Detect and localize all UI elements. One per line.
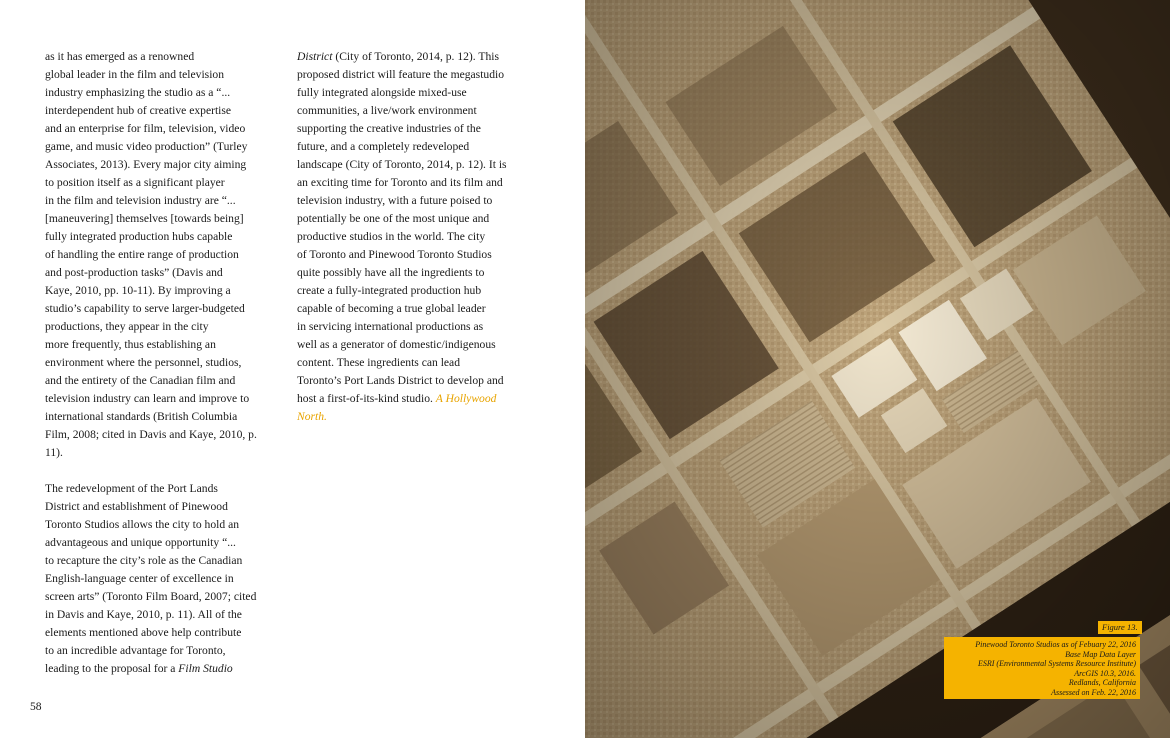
caption-line: Assessed on Feb. 22, 2016 [1051,687,1136,697]
text-line: television industry can learn and improve to [45,392,250,405]
text-line: and post-production tasks” (Davis and [45,266,223,279]
text-line: productive studios in the world. The city [297,230,486,243]
caption-line: ESRI (Environmental Systems Resource Institute) [977,659,1136,669]
text-line: to position itself as a significant player [45,176,225,189]
text-line: international standards (British Columbia [45,410,238,423]
text-line: to an incredible advantage for Toronto, [45,644,226,657]
caption-line: Base Map Data Layer [1065,649,1136,659]
text-line: proposed district will feature the megastudio [297,68,505,81]
text-line: and the entirety of the Canadian film and [45,374,236,387]
caption-line: Redlands, California [1068,678,1136,688]
text-line: of handling the entire range of production [45,248,239,261]
text-line: communities, a live/work environment [297,104,477,117]
text-line: Film, 2008; cited in Davis and Kaye, 2010, p. [45,428,257,441]
column-2-first-line: District (City of Toronto, 2014, p. 12). This [297,50,499,63]
text-line: [maneuvering] themselves [towards being] [45,212,244,225]
text-line: productions, they appear in the city [45,320,209,333]
text-line: supporting the creative industries of the [297,122,481,135]
text-line: Toronto’s Port Lands District to develop and [297,374,504,387]
text-line: Toronto Studios allows the city to hold an [45,518,240,531]
text-line: television industry, with a future poised to [297,194,493,207]
text-line: to recapture the city’s role as the Canadian [45,554,243,567]
text-line: advantageous and unique opportunity “... [45,536,236,549]
text-line: and an enterprise for film, television, video [45,122,246,135]
text-line: interdependent hub of creative expertise [45,104,232,117]
text-line: Kaye, 2010, pp. 10-11). By improving a [45,284,231,297]
text-line: in servicing international productions as [297,320,484,333]
text-line: District and establishment of Pinewood [45,500,228,513]
text-column-2 [297,48,529,426]
text-line: fully integrated production hubs capable [45,230,233,243]
highlight-text-tail: North. [297,410,327,423]
text-line: well as a generator of domestic/indigenous [297,338,496,351]
text-line: elements mentioned above help contribute [45,626,242,639]
paragraph-2 [45,480,280,660]
text-line: create a fully-integrated production hub [297,284,482,297]
highlight-text: A Hollywood [435,392,497,405]
caption-title: Pinewood Toronto Studios as of Febuary 22, 2016 [975,640,1136,649]
text-line: 11). [45,446,63,459]
text-line: industry emphasizing the studio as a “... [45,86,231,99]
caption-line: ArcGIS 10.3, 2016. [1074,668,1136,678]
text-line: in the film and television industry are “... [45,194,236,207]
figure-label: Figure 13. [1098,621,1142,634]
text-line: quite possibly have all the ingredients to [297,266,485,279]
text-line: of Toronto and Pinewood Toronto Studios [297,248,492,261]
text-line: game, and music video production” (Turley [45,140,248,153]
text-line: more frequently, thus establishing an [45,338,216,351]
text-line: an exciting time for Toronto and its film and [297,176,503,189]
figure-caption [944,637,1140,699]
text-line: future, and a completely redeveloped [297,140,470,153]
text-line: potentially be one of the most unique and [297,212,490,225]
text-line: landscape (City of Toronto, 2014, p. 12). It is [297,158,507,171]
text-line: fully integrated alongside mixed-use [297,86,467,99]
text-column-1 [45,48,280,678]
column-2-last-line: host a first-of-its-kind studio. A Hollywood [297,392,497,405]
text-line: studio’s capability to serve larger-budgeted [45,302,245,315]
aerial-photo [585,0,1170,738]
text-line: screen arts” (Toronto Film Board, 2007; cited [45,590,257,603]
text-line: Associates, 2013). Every major city aiming [45,158,247,171]
text-line: capable of becoming a true global leader [297,302,486,315]
page-number: 58 [30,700,42,713]
text-line: as it has emerged as a renowned [45,50,195,63]
text-line: The redevelopment of the Port Lands [45,482,218,495]
text-line: in Davis and Kaye, 2010, p. 11). All of the [45,608,242,621]
text-line: English-language center of excellence in [45,572,234,585]
text-line: global leader in the film and television [45,68,225,81]
paragraph-2-last-line: leading to the proposal for a Film Studio [45,662,233,675]
text-line: content. These ingredients can lead [297,356,461,369]
text-line: environment where the personnel, studios, [45,356,242,369]
paragraph-3 [297,66,529,390]
paragraph-1 [45,48,280,462]
